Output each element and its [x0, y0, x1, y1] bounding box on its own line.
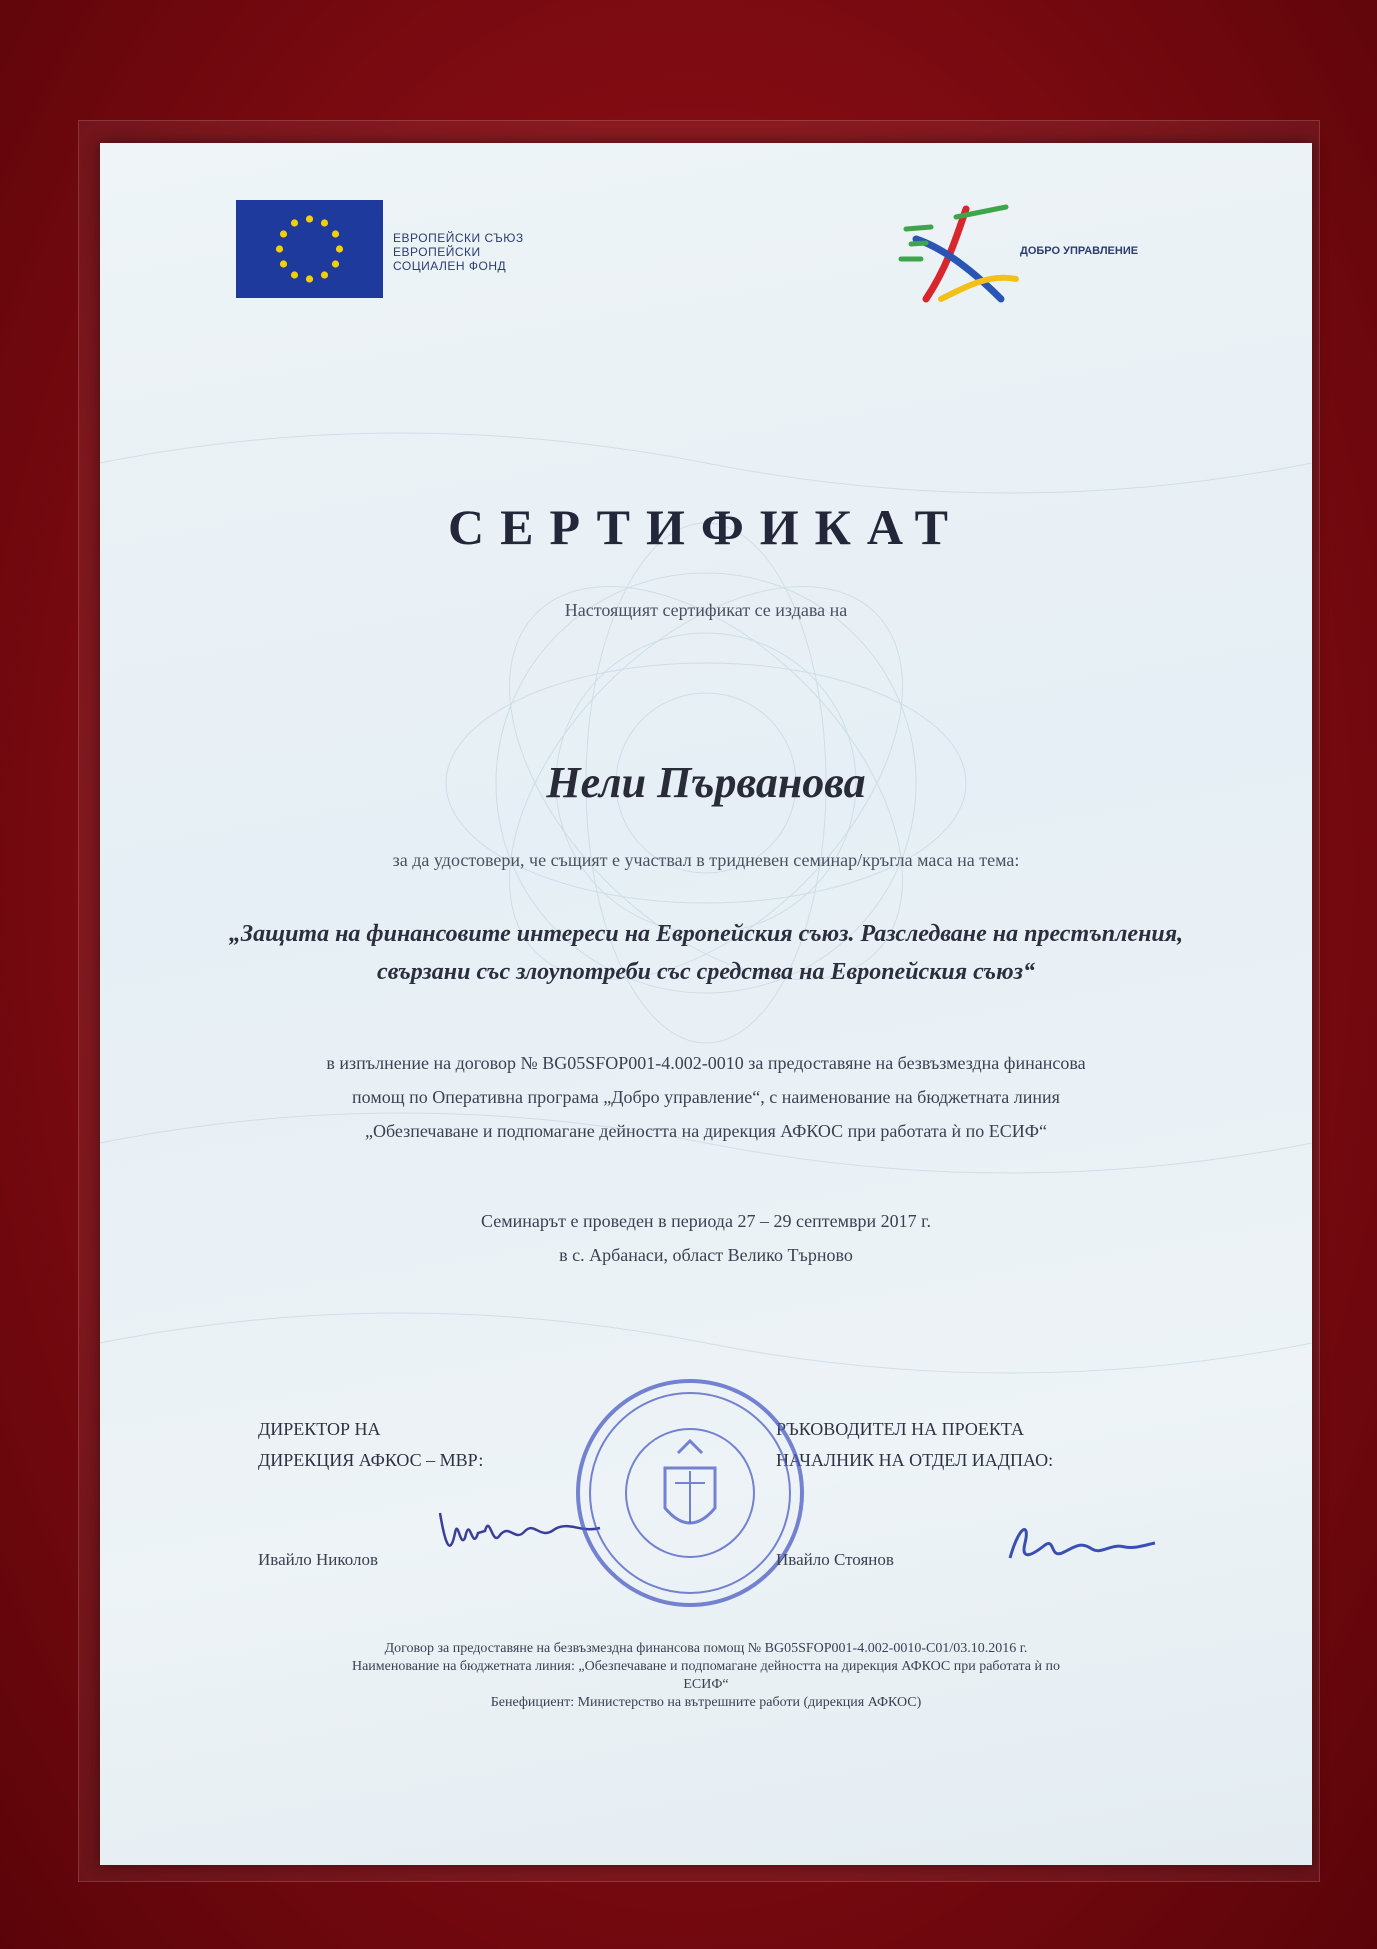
footer-line-1: Договор за предоставяне на безвъзмездна финансова помощ № BG05SFOP001-4.002-0010-C01/03.10.2016 г.: [384, 1641, 1028, 1656]
footer-notes: [140, 1640, 1272, 1712]
certificate-page: [100, 143, 1312, 1865]
eu-star-icon: [306, 215, 313, 222]
right-title-line-2: НАЧАЛНИК НА ОТДЕЛ ИАДПАО:: [776, 1450, 1054, 1470]
eu-star-icon: [291, 219, 298, 226]
official-seal-stamp: [570, 1373, 810, 1613]
eu-star-icon: [321, 219, 328, 226]
footer-line-3: ЕСИФ“: [683, 1677, 729, 1692]
right-signatory-name: Ивайло Стоянов: [776, 1550, 894, 1569]
eu-flag-icon: [236, 200, 383, 298]
contract-paragraph: [210, 1046, 1202, 1148]
eu-star-icon: [321, 271, 328, 278]
right-title-line-1: РЪКОВОДИТЕЛ НА ПРОЕКТА: [776, 1419, 1024, 1439]
footer-line-4: Бенефициент: Министерство на вътрешните работи (дирекция АФКОС): [490, 1695, 922, 1710]
dobro-upravlenie-logo-icon: [896, 199, 1026, 311]
intro-text: за да удостовери, че същият е участвал в тридневен семинар/кръгла маса на тема:: [392, 850, 1020, 870]
left-signatory-name: Ивайло Николов: [258, 1550, 379, 1569]
right-signatory-title: [776, 1414, 1156, 1476]
seminar-topic: „Защита на финансовите интереси на Европейския съюз. Разследване на престъпления, свързани със злоупотреби със средства на Европейския съюз“: [228, 921, 1184, 985]
eu-text-line-3: СОЦИАЛЕН ФОНД: [393, 259, 507, 273]
recipient-name: Нели Първанова: [546, 758, 866, 807]
eu-star-icon: [276, 245, 283, 252]
eu-text-line-1: ЕВРОПЕЙСКИ СЪЮЗ: [393, 231, 524, 245]
left-title-line-1: ДИРЕКТОР НА: [258, 1419, 381, 1439]
contract-line-1: в изпълнение на договор № BG05SFOP001-4.002-0010 за предоставяне на безвъзмездна финансова: [326, 1053, 1086, 1073]
eu-star-icon: [280, 260, 287, 267]
left-signatory-title: [258, 1414, 588, 1476]
eu-star-icon: [306, 275, 313, 282]
eu-text-line-2: ЕВРОПЕЙСКИ: [393, 245, 481, 259]
seminar-held-info: [100, 1204, 1312, 1272]
eu-star-icon: [280, 230, 287, 237]
right-handwritten-signature: [1000, 1513, 1160, 1573]
contract-line-2: помощ по Оперативна програма „Добро управление“, с наименование на бюджетната линия: [352, 1087, 1060, 1107]
held-location-line: в с. Арбанаси, област Велико Търново: [559, 1245, 853, 1265]
contract-line-3: „Обезпечаване и подпомагане дейността на дирекция АФКОС при работата ѝ по ЕСИФ“: [365, 1121, 1047, 1141]
eu-star-icon: [336, 245, 343, 252]
left-title-line-2: ДИРЕКЦИЯ АФКОС – МВР:: [258, 1450, 484, 1470]
eu-star-icon: [332, 230, 339, 237]
eu-logo-text: [393, 231, 593, 273]
held-period-line: Семинарът е проведен в периода 27 – 29 септември 2017 г.: [480, 1211, 932, 1231]
certificate-title: СЕРТИФИКАТ: [447, 499, 964, 555]
dobro-upravlenie-text: ДОБРО УПРАВЛЕНИЕ: [1020, 245, 1139, 257]
eu-star-icon: [332, 260, 339, 267]
issued-to-text: Настоящият сертификат се издава на: [564, 600, 848, 620]
footer-line-2: Наименование на бюджетната линия: „Обезпечаване и подпомагане дейността на дирекция АФКОС при работата ѝ по: [351, 1659, 1060, 1674]
eu-star-icon: [291, 271, 298, 278]
